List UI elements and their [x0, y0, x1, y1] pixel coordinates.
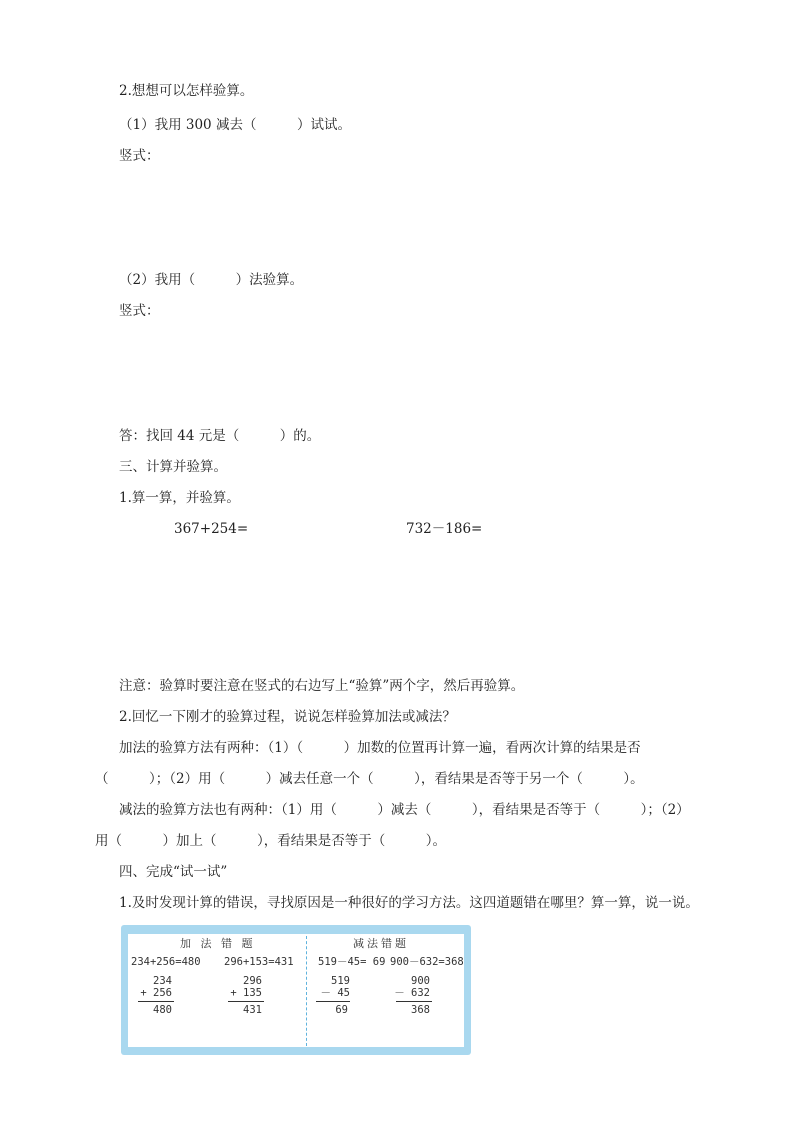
addition-1-rule — [138, 1001, 174, 1002]
addition-2-second: + 135 — [230, 987, 262, 999]
subquestion-2: （2）我用（ ）法验算。 — [119, 272, 304, 288]
subtraction-check-line-1: 减法的验算方法也有两种：（1）用（ ）减去（ ），看结果是否等于（ ）；（2） — [119, 802, 690, 818]
section-3-question-1: 1.算一算，并验算。 — [119, 490, 240, 506]
section-3-heading: 三、计算并验算。 — [119, 459, 227, 475]
note-line: 注意：验算时要注意在竖式的右边写上“验算”两个字，然后再验算。 — [119, 678, 525, 694]
addition-1-top: 234 — [153, 975, 172, 987]
addition-1-second: + 256 — [140, 987, 172, 999]
equation-addition: 367+254= — [174, 521, 249, 537]
equation-subtraction: 732－186= — [406, 521, 483, 537]
error-problems-panel — [128, 934, 464, 1047]
addition-check-line-2: （ ）；（2）用（ ）减去任意一个（ ），看结果是否等于另一个（ ）。 — [95, 771, 644, 787]
addition-check-line-1: 加法的验算方法有两种：（1）（ ）加数的位置再计算一遍，看两次计算的结果是否 — [119, 740, 641, 756]
addition-errors-title: 加 法 错 题 — [180, 937, 256, 950]
subtraction-1-top: 519 — [331, 975, 350, 987]
section-4-heading: 四、完成“试一试” — [119, 864, 228, 880]
subtraction-2-second: － 632 — [394, 987, 430, 999]
vertical-form-label-1: 竖式： — [119, 148, 160, 164]
addition-2-result: 431 — [243, 1004, 262, 1016]
subtraction-1-rule — [316, 1001, 350, 1002]
vertical-form-label-2: 竖式： — [119, 303, 160, 319]
addition-error-2-equation: 296+153=431 — [224, 956, 294, 968]
answer-line: 答：找回 44 元是（ ）的。 — [119, 428, 321, 444]
subtraction-error-1-equation: 519－45= 69 — [318, 956, 386, 968]
subtraction-2-top: 900 — [411, 975, 430, 987]
subtraction-error-2-equation: 900－632=368 — [390, 956, 464, 968]
section-4-question-1: 1.及时发现计算的错误，寻找原因是一种很好的学习方法。这四道题错在哪里？算一算，说一说。 — [119, 895, 699, 911]
section-3-question-2: 2.回忆一下刚才的验算过程，说说怎样验算加法或减法？ — [119, 709, 456, 725]
addition-2-rule — [228, 1001, 264, 1002]
addition-1-result: 480 — [153, 1004, 172, 1016]
subtraction-1-second: － 45 — [320, 987, 350, 999]
subtraction-check-line-2: 用（ ）加上（ ），看结果是否等于（ ）。 — [95, 833, 446, 849]
dashed-divider — [306, 936, 307, 1046]
addition-2-top: 296 — [243, 975, 262, 987]
subtraction-2-result: 368 — [411, 1004, 430, 1016]
subquestion-1: （1）我用 300 减去（ ）试试。 — [119, 117, 351, 133]
question-2-heading: 2.想想可以怎样验算。 — [119, 83, 254, 99]
addition-error-1-equation: 234+256=480 — [131, 956, 201, 968]
subtraction-2-rule — [396, 1001, 432, 1002]
error-problems-card — [121, 925, 471, 1055]
subtraction-1-result: 69 — [335, 1004, 348, 1016]
subtraction-errors-title: 减法错题 — [353, 937, 409, 950]
